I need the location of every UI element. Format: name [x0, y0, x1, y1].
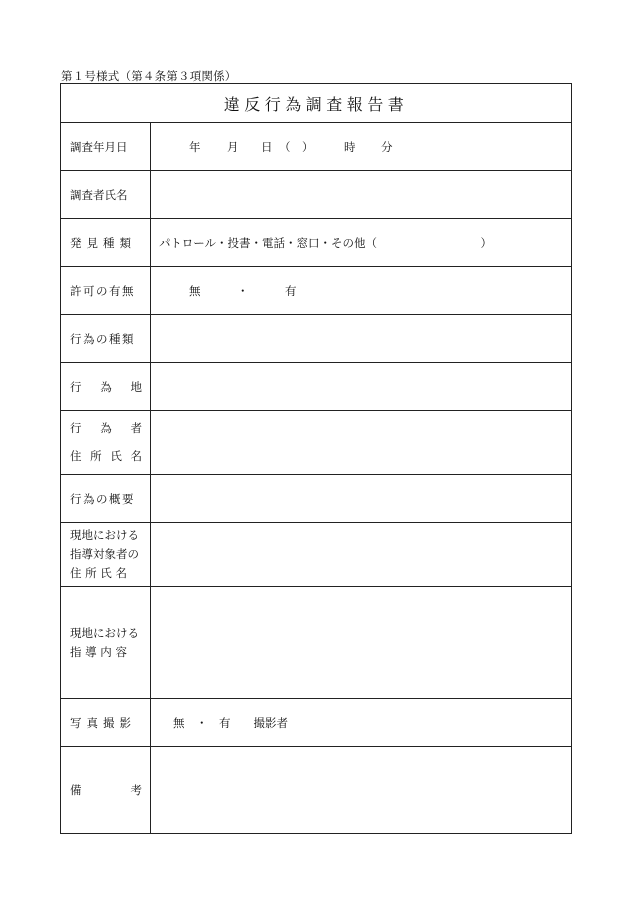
row-photo — [61, 699, 571, 747]
row-discovery-type — [61, 219, 571, 267]
actor-char-3: 者 — [130, 421, 142, 435]
address-char-1: 住 — [70, 449, 82, 463]
row-permit — [61, 267, 571, 315]
month-unit: 月 — [227, 139, 239, 154]
onsite-guidance-line-1: 現地における — [70, 625, 139, 640]
row-surveyor-name — [61, 171, 571, 219]
address-char-4: 名 — [130, 449, 142, 463]
actor-label — [61, 411, 151, 474]
row-act-place — [61, 363, 571, 411]
onsite-target-line-2: 指導対象者の — [70, 547, 139, 561]
address-char-3: 氏 — [110, 449, 122, 463]
remarks-char-2: 考 — [130, 783, 142, 797]
discovery-type-label: 発見種類 — [61, 219, 151, 266]
act-place-char-2: 為 — [100, 379, 112, 394]
onsite-guidance-label — [61, 587, 151, 698]
surveyor-name-field[interactable] — [151, 171, 571, 218]
remarks-label — [61, 747, 151, 833]
row-survey-date — [61, 123, 571, 171]
onsite-target-label — [61, 523, 151, 586]
row-onsite-guidance — [61, 587, 571, 699]
day-unit: 日 — [261, 139, 273, 154]
address-char-2: 所 — [90, 449, 102, 463]
onsite-target-line-1: 現地における — [70, 528, 139, 542]
row-remarks — [61, 747, 571, 833]
act-place-char-3: 地 — [130, 379, 142, 394]
permit-none: 無 — [189, 283, 201, 298]
violation-report-form — [60, 83, 572, 834]
act-place-label — [61, 363, 151, 410]
permit-separator: ・ — [237, 283, 249, 298]
remarks-field[interactable] — [151, 747, 571, 833]
act-type-label: 行為の種類 — [61, 315, 151, 362]
row-act-type — [61, 315, 571, 363]
form-title: 違反行為調査報告書 — [61, 84, 571, 123]
year-unit: 年 — [189, 139, 201, 154]
remarks-char-1: 備 — [70, 783, 82, 797]
actor-char-2: 為 — [100, 421, 112, 435]
discovery-type-options: パトロール・投書・電話・窓口・その他（ ） — [159, 235, 493, 250]
minute-unit: 分 — [381, 139, 393, 154]
photo-label: 写真撮影 — [61, 699, 151, 746]
onsite-target-field[interactable] — [151, 523, 571, 586]
row-onsite-target — [61, 523, 571, 587]
survey-date-field[interactable] — [151, 123, 571, 170]
act-place-field[interactable] — [151, 363, 571, 410]
weekday-parens: （ ） — [279, 139, 314, 154]
row-actor — [61, 411, 571, 475]
hour-unit: 時 — [344, 139, 356, 154]
permit-field[interactable] — [151, 267, 571, 314]
form-number-label: 第１号様式（第４条第３項関係） — [61, 69, 237, 83]
onsite-guidance-line-2: 指 導 内 容 — [70, 644, 127, 659]
row-act-summary — [61, 475, 571, 523]
surveyor-name-label: 調査者氏名 — [61, 171, 151, 218]
act-summary-label: 行為の概要 — [61, 475, 151, 522]
photo-options: 無 ・ 有 撮影者 — [173, 715, 288, 730]
act-type-field[interactable] — [151, 315, 571, 362]
photo-field[interactable] — [151, 699, 571, 746]
onsite-guidance-field[interactable] — [151, 587, 571, 698]
actor-char-1: 行 — [70, 421, 82, 435]
survey-date-label: 調査年月日 — [61, 123, 151, 170]
permit-label: 許可の有無 — [61, 267, 151, 314]
actor-field[interactable] — [151, 411, 571, 474]
act-place-char-1: 行 — [70, 379, 82, 394]
act-summary-field[interactable] — [151, 475, 571, 522]
discovery-type-field[interactable] — [151, 219, 571, 266]
onsite-target-line-3: 住 所 氏 名 — [70, 566, 127, 580]
permit-has: 有 — [285, 283, 297, 298]
